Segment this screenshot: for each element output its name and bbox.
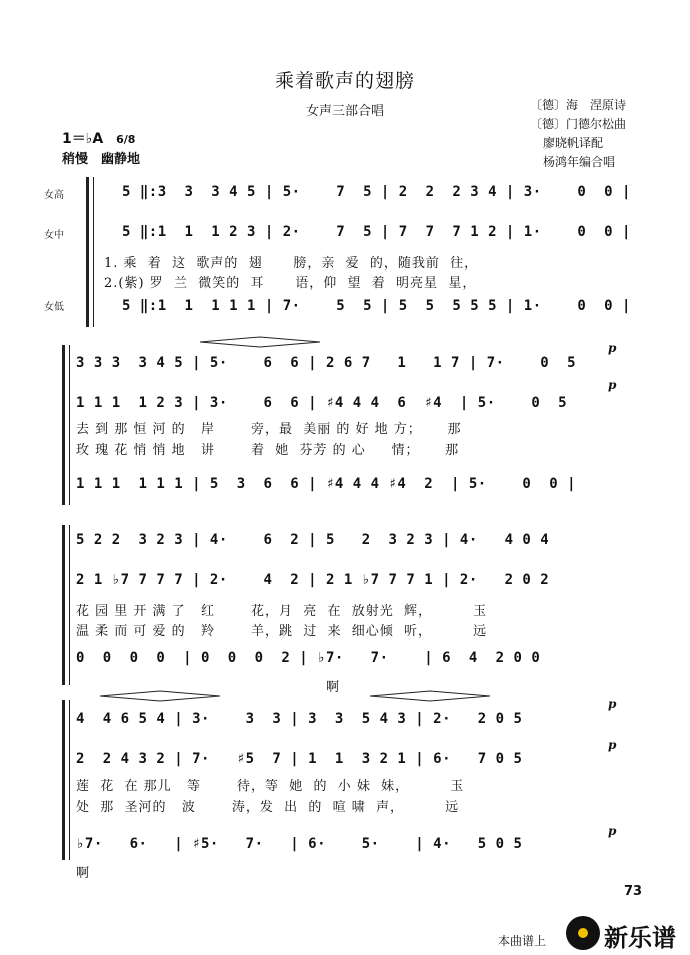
hairpin-dynamics <box>200 336 640 348</box>
system-brace <box>86 177 89 327</box>
dynamic-p: p <box>608 341 617 355</box>
system-brace <box>62 700 65 860</box>
dynamic-p: p <box>608 697 617 711</box>
song-subtitle: 女声三部合唱 <box>305 104 384 119</box>
system1-alto: 5 ‖:1 1 1 1 1 | 7· 5 5 | 5 5 5 5 5 | 1· 0 0 | <box>122 298 631 314</box>
system2-alto: 1 1 1 1 1 1 | 5 3 6 6 | ♯4 4 4 ♯4 2 | 5· 0 0 | <box>76 476 577 492</box>
page-number: 73 <box>624 884 643 899</box>
time-signature: 6/8 <box>116 133 136 146</box>
system3-alto: 0 0 0 0 | 0 0 0 2 | ♭7· 7· | 6 4 2 0 0 <box>76 650 541 666</box>
system3-ah: 啊 <box>326 680 341 695</box>
voice-label-alto: 女低 <box>44 302 64 313</box>
system1-lyric-verse2: 2.(紫) 罗 兰 微笑的 耳 语，仰 望 着 明亮星 星， <box>104 276 477 291</box>
system1-soprano: 5 ‖:3 3 3 4 5 | 5· 7 5 | 2 2 2 3 4 | 3· 0 0 | <box>122 184 631 200</box>
system3-mezzo: 2 1 ♭7 7 7 7 | 2· 4 2 | 2 1 ♭7 7 7 1 | 2· 2 0 2 <box>76 572 550 588</box>
system4-soprano: 4 4 6 5 4 | 3· 3 3 | 3 3 5 4 3 | 2· 2 0 5 <box>76 711 523 727</box>
system-line <box>69 345 70 505</box>
system-line <box>69 525 70 685</box>
system4-lyric-verse1: 莲 花 在 那儿 等 待，等 她 的 小 妹 妹， 玉 <box>76 779 465 794</box>
system2-soprano: 3 3 3 3 4 5 | 5· 6 6 | 2 6 7 1 1 7 | 7· 0 5 <box>76 355 577 371</box>
system4-alto: ♭7· 6· | ♯5· 7· | 6· 5· | 4· 5 0 5 <box>76 836 523 852</box>
credit-translator: 廖晓帆译配 <box>543 136 604 150</box>
tempo-marking: 稍慢 幽静地 <box>62 152 141 167</box>
system2-lyric-verse2: 玫 瑰 花 悄 悄 地 讲 着 她 芬芳 的 心 情； 那 <box>76 443 460 458</box>
voice-label-soprano: 女高 <box>44 190 64 201</box>
dynamic-p: p <box>608 738 617 752</box>
system1-mezzo: 5 ‖:1 1 1 2 3 | 2· 7 5 | 7 7 7 1 2 | 1· 0 0 | <box>122 224 631 240</box>
credits <box>508 96 688 172</box>
system3-soprano: 5 2 2 3 2 3 | 4· 6 2 | 5 2 3 2 3 | 4· 4 0 4 <box>76 532 550 548</box>
system3-lyric-verse1: 花 园 里 开 满 了 红 花，月 亮 在 放射光 辉， 玉 <box>76 604 488 619</box>
system-brace <box>62 345 65 505</box>
key-label: 1＝♭A <box>62 131 104 147</box>
dynamic-p: p <box>608 824 617 838</box>
system-line <box>69 700 70 860</box>
key-signature <box>62 128 135 148</box>
credit-composer: 〔德〕门德尔松曲 <box>529 117 626 131</box>
footer-text: 本曲谱上 <box>498 934 547 948</box>
song-title: 乘着歌声的翅膀 <box>274 70 415 92</box>
system4-lyric-verse2: 处 那 圣河的 波 涛，发 出 的 喧 啸 声， 远 <box>76 800 460 815</box>
brand-name: 新乐谱 <box>604 924 676 952</box>
system4-ah: 啊 <box>76 866 91 881</box>
voice-label-mezzo: 女中 <box>44 230 64 241</box>
system-line <box>93 177 94 327</box>
system4-mezzo: 2 2 4 3 2 | 7· ♯5 7 | 1 1 3 2 1 | 6· 7 0 5 <box>76 751 523 767</box>
system1-lyric-verse1: 1. 乘 着 这 歌声的 翅 膀，亲 爱 的，随我前 往， <box>104 256 479 271</box>
record-logo-icon <box>566 916 600 950</box>
system2-mezzo: 1 1 1 1 2 3 | 3· 6 6 | ♯4 4 4 6 ♯4 | 5· 0 5 <box>76 395 568 411</box>
system-brace <box>62 525 65 685</box>
dynamic-p: p <box>608 378 617 392</box>
system2-lyric-verse1: 去 到 那 恒 河 的 岸 旁，最 美丽 的 好 地 方； 那 <box>76 422 462 437</box>
credit-poet: 〔德〕海 涅原诗 <box>529 98 626 112</box>
hairpin-dynamics <box>100 690 540 702</box>
system3-lyric-verse2: 温 柔 而 可 爱 的 羚 羊，跳 过 来 细心倾 听， 远 <box>76 624 488 639</box>
credit-arranger: 杨鸿年编合唱 <box>543 155 616 169</box>
